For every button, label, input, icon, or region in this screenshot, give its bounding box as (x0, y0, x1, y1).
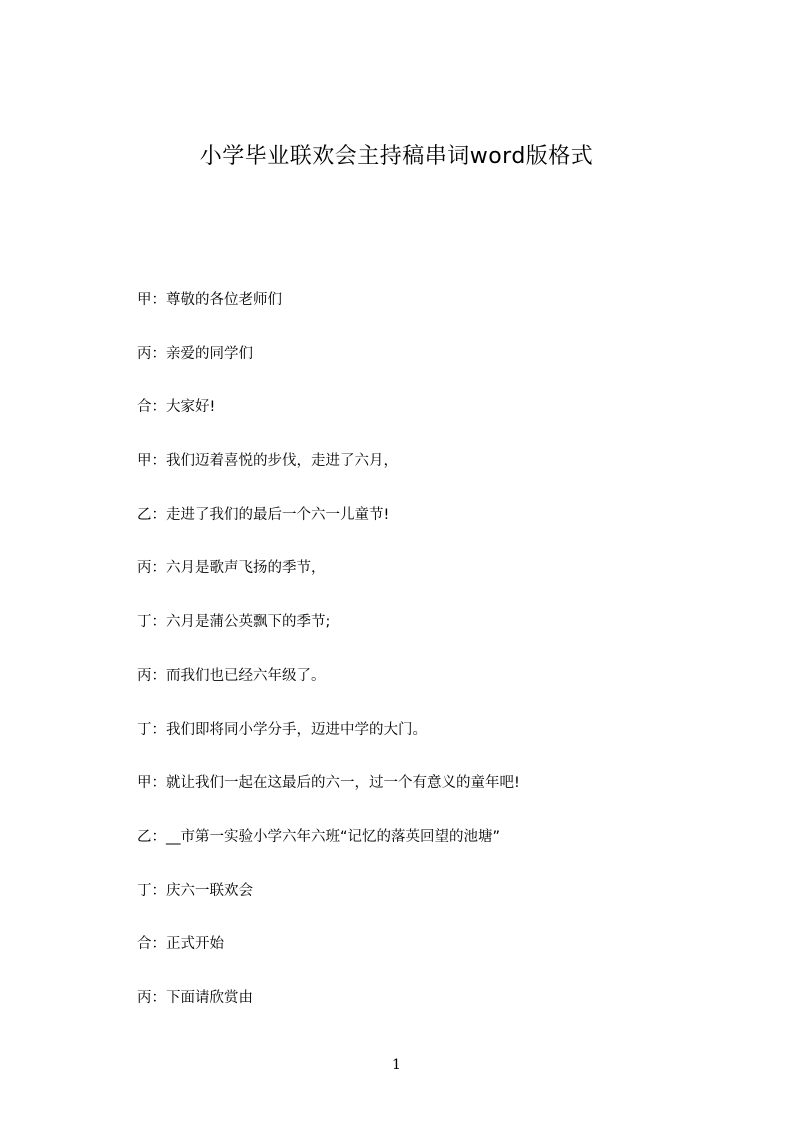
script-line: 乙：走进了我们的最后一个六一儿童节! (137, 506, 390, 523)
script-line: 甲：尊敬的各位老师们 (137, 292, 282, 308)
script-line: 乙：__市第一实验小学六年六班“记忆的落英回望的池塘” (137, 828, 501, 845)
script-line: 丙：亲爱的同学们 (137, 345, 253, 362)
script-line: 丙：六月是歌声飞扬的季节， (137, 560, 326, 577)
script-lines (137, 288, 697, 1040)
script-line: 甲：就让我们一起在这最后的六一，过一个有意义的童年吧! (137, 775, 520, 792)
script-line: 合：正式开始 (137, 936, 224, 953)
script-line: 丁：我们即将同小学分手，迈进中学的大门。 (137, 721, 427, 738)
script-line: 甲：我们迈着喜悦的步伐，走进了六月， (137, 453, 398, 470)
page-number: 1 (392, 1057, 401, 1073)
script-line: 丁：六月是蒲公英飘下的季节; (137, 614, 331, 631)
script-line: 丙：下面请欣赏由 (137, 989, 253, 1006)
document-title: 小学毕业联欢会主持稿串词word版格式 (199, 144, 594, 169)
script-line: 合：大家好! (137, 399, 216, 416)
script-line: 丁：庆六一联欢会 (137, 882, 253, 899)
script-line: 丙：而我们也已经六年级了。 (137, 667, 326, 684)
